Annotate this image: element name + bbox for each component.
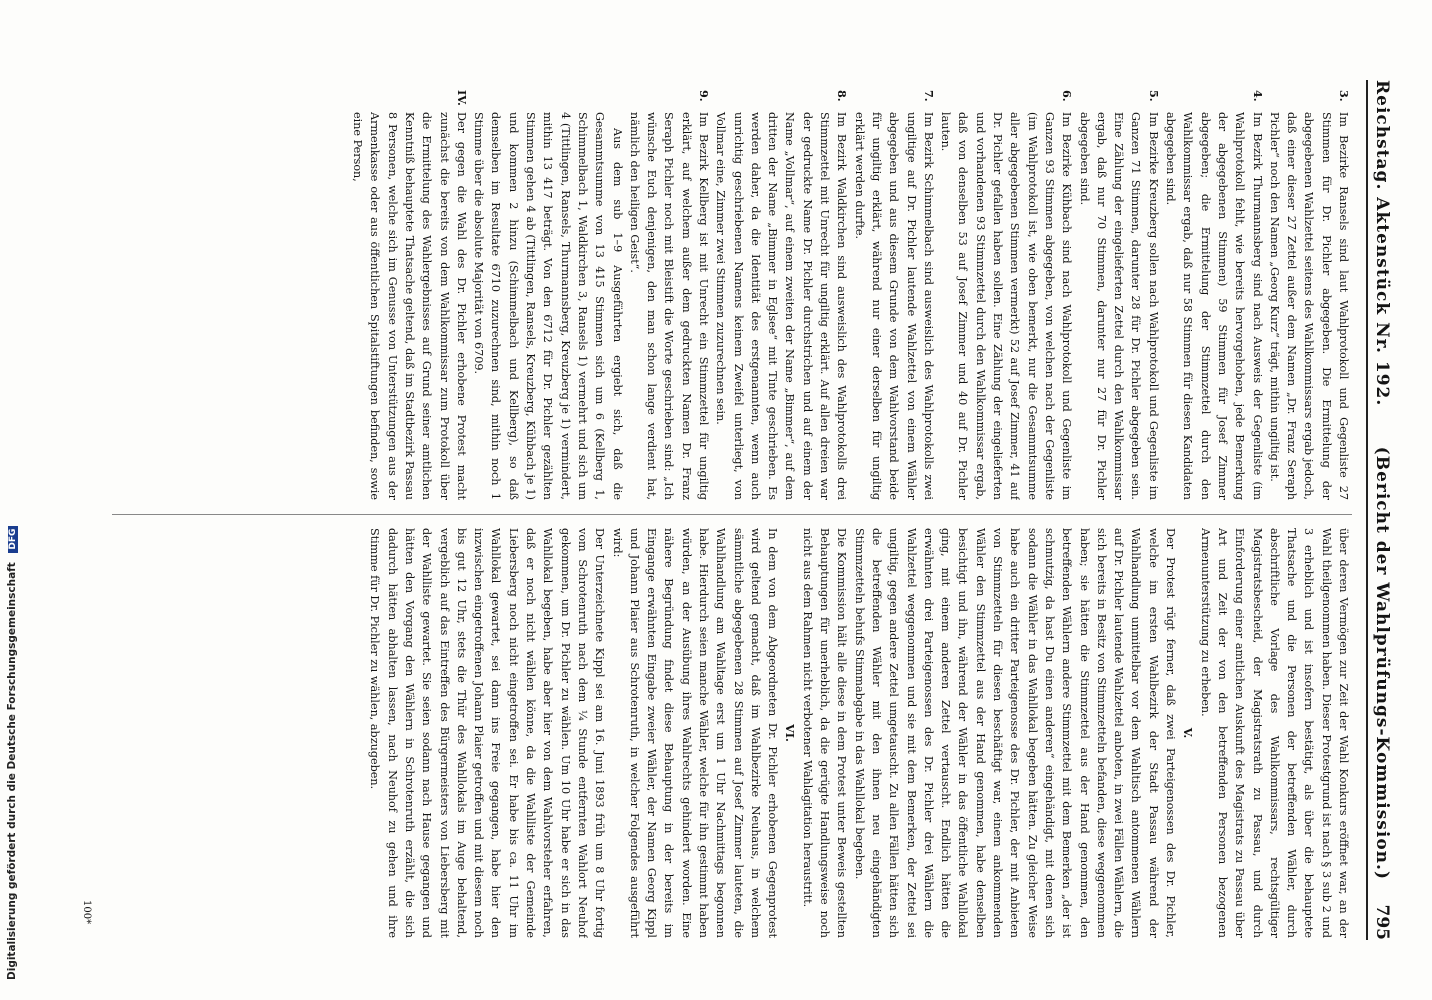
left-paragraph (1075, 90, 1161, 500)
right-paragraph: Der Unterzeichnete Kippl sei am 16. Juni 1893 früh um 8 Uhr fortig vom Schrotenruth nach dem ¼ Stunde entfernten Wahlort Neuhof gekommen, um Dr. Pichler zu wählen. Um 10 Uhr habe er sich in das Wahllokal begeben, habe aber hier von dem Wahlvorsteher erfahren, daß er noch nicht wählen könne, da die Wahlliste der Gemeinde Liebersberg noch nicht eingetroffen sei. Er habe bis ca. 11 Uhr im Wahllokal gewartet, sei dann ins Freie gegangen, habe hier den inzwischen eingetroffenen Johann Plaier getroffen und mit diesem noch bis gut 12 Uhr, stets die Thür des Wahllokals im Auge behaltend, vergeblich auf das Eintreffen des Bürgermeisters von Liebersberg mit der Wahlliste gewartet. Sie seien sodann nach Hause gegangen und hätten den Vorgang den Wählern in Schrotenruth erzählt, die sich dadurch hätten abhalten lassen, nach Neuhof zu gehen und ihre Stimme für Dr. Pichler zu wählen, abzugeben. (368, 528, 607, 938)
header-right-title: (Bericht der Wahlprüfungs-Kommission.) (1372, 446, 1392, 880)
column-divider (112, 514, 1352, 515)
paragraph-number: 4. (1250, 90, 1265, 102)
left-paragraph (1162, 90, 1266, 500)
paragraph-text: Der gegen die Wahl des Dr. Pichler erhobene Protest macht zunächst die bereits von dem Wahlkommissar zum Protokoll über die Ermittelung des Wahlergebnisses auf Grund seiner amtlichen Kenntniß behauptete Thatsache geltend, daß im Stadtbezirk Passau 8 Personen, welche sich im Genusse von Unterstützungen aus der Armenkasse oder aus öffentlichen Spitalstiftungen befinden, sowie eine Person, (351, 112, 468, 500)
paragraph-number: 3. (1337, 90, 1351, 102)
page-number: 795 (1372, 904, 1392, 940)
left-paragraph (626, 90, 712, 500)
section-heading: V. (1181, 727, 1196, 739)
paragraph-number: 9. (697, 90, 712, 102)
right-paragraph: Die Kommission hält alle diese in dem Protest unter Beweis gestellten Behauptungen für unerheblich, da die gerügte Handlungsweise noch nicht aus dem Rahmen nicht verbotener Wahlagitation heraustritt. (800, 528, 849, 938)
paragraph-text: Aus dem sub 1–9 Ausgeführten ergiebt sich, daß die Gesammtsumme von 13 415 Stimmen sich um 6 (Kellberg 1, Schimmelbach 1, Waldkirchen 3, Ransels 1) vermehrt und sich um 4 (Tittlingen, Ransels, Thurmannsberg, Kreuzberg je 1) vermindert, mithin 13 417 beträgt. Von den 6712 für Dr. Pichler gezählten Stimmen gehen 4 ab (Tittlingen, Ransels, Kreuzberg, Kühbach je 1) und kommen 2 hinzu (Schimmelbach und Kellberg), so daß demselben im Resultate 6710 zuzurechnen sind, mithin noch 1 Stimme über die absolute Majorität von 6709. (472, 112, 624, 500)
digitization-note-text: Digitalisierung gefördert durch die Deutsche Forschungsgemeinschaft (6, 562, 18, 980)
header-rule (1366, 80, 1368, 940)
left-paragraph (349, 90, 470, 500)
right-paragraph: Der Protest rügt ferner, daß zwei Parteigenossen des Dr. Pichler, welche im ersten Wahlbezirk der Stadt Passau während der Wahlhandlung unmittelbar vor dem Wahltisch antommenen Wählern auf Dr. Pichler lautende Wahlzettel anboten, in zwei Fällen Wählern, die sich bereits in Besitz von Stimmzetteln befanden, diese weggenommen haben; sie hätten die Stimmzettel aus der Hand genommen, den betreffenden Wählern andere Stimmzettel mit dem Bemerken „der ist schmutzig, da hast Du einen anderen“ eingehändigt, mit denen sich sodann die Wähler in das Wahllokal begeben hätten. Zu gleicher Weise habe auch ein dritter Parteigenosse des Dr. Pichler, der mit Anbieten von Stimmzetteln für diesen beschäftigt war, einem ankommenden Wähler den Stimmzettel aus der Hand genommen, habe denselben besichtigt und ihn, während der Wähler in das öffentliche Wahllokal ging, mit einem anderen Zettel vertauscht. Endlich hätten die erwähnten drei Parteigenossen des Dr. Pichler drei Wählern die Wahlzettel weggenommen und sie mit dem Bemerken, der Zettel sei ungiltig, gegen andere Zettel umgetauscht. Zu allen Fällen hätten sich die betreffenden Wähler mit den ihnen neu eingehändigten Stimmzetteln behufs Stimmabgabe in das Wahllokal begeben. (852, 528, 1178, 938)
right-paragraph: über deren Vermögen zur Zeit der Wahl Konkurs eröffnet war, an der Wahl theilgenommen haben. Dieser Protestgrund ist nach § 3 sub 2 und 3 erheblich und ist insofern bestätigt, als über die behauptete Thatsache und die Personen der betreffenden Wähler, durch abschriftliche Vorlage des Wahlkommissars, rechtsgültiger Magistratsbescheid, der Magistratsrath zu Passau, und durch Einforderung einer amtlichen Auskunft des Magistrats zu Passau über Art und Zeit der von den betreffenden Personen bezogenen Armenunterstützung zu erheben. (1198, 528, 1350, 938)
right-column (112, 528, 1352, 938)
paragraph-text: Im Bezirk Waldkirchen sind ausweislich des Wahlprotokolls drei Stimmzettel mit Unrecht für ungiltig erklärt. Auf allen dreien war der gedruckte Name Dr. Pichler durchstrichen und auf einem der Name „Vollmar“, auf einem zweiten der Name „Bimmer“, auf dem dritten der Name „Bimmer in Eglsee“ mit Tinte geschrieben. Es werden daher, da die Identität des erstgenannten, wenn auch unrichtig geschriebenen Namens keinem Zweifel unterliegt, von Vollmar eine, Zimmer zwei Stimmen zuzurechnen sein. (714, 112, 849, 500)
left-paragraph (712, 90, 850, 500)
left-paragraph (1266, 90, 1352, 500)
paragraph-text: Im Bezirk Thurmannsberg sind nach Ausweis der Gegenliste (im Wahlprotokoll fehlt, wie bereits hervorgehoben, jede Bemerkung der abgegebenen Stimmen) 59 Stimmen für Josef Zimmer abgegeben; die Ermittelung der Stimmzettel durch den Wahlkommissar ergab, daß nur 58 Stimmen für diesen Kandidaten abgegeben sind. (1164, 112, 1264, 500)
paragraph-number: IV. (454, 90, 469, 106)
paragraph-number: 8. (835, 90, 850, 102)
left-paragraph (470, 90, 626, 500)
paragraph-text: Im Bezirke Ransels sind laut Wahlprotokoll und Gegenliste 27 Stimmen für Dr. Pichler abgegeben. Die Ermittelung der abgegebenen Wahlzettel seitens des Wahlkommissars ergab jedoch, daß einer dieser 27 Zettel außer dem Namen „Dr. Franz Seraph Pichler“ noch den Namen „Georg Kurz“ trägt, mithin ungiltig ist. (1267, 112, 1350, 500)
paragraph-number: 7. (921, 90, 936, 102)
paragraph-text: Im Bezirk Kellberg ist mit Unrecht ein Stimmzettel für ungiltig erklärt, auf welchem außer dem gedruckten Namen Dr. Franz Seraph Pichler noch mit Bleistift die Worte geschrieben sind: „Ich wünsche Euch denjenigen, den man schon lange verdient hat, nämlich den heiligen Geist“. (627, 112, 711, 500)
paragraph-number: 6. (1060, 90, 1075, 102)
left-paragraph (937, 90, 1075, 500)
left-paragraph (850, 90, 936, 500)
paragraph-text: Im Bezirk Schimmelbach sind ausweislich des Wahlprotokolls zwei ungiltige auf Dr. Pichler lautende Wahlzettel von einem Wähler abgegeben und aus diesem Grunde von dem Wahlvorstand beide für ungiltig erklärt, während nur einer derselben für ungiltig erklärt werden durfte. (852, 112, 935, 500)
paragraph-text: Im Bezirke Kühbach sind nach Wahlprotokoll und Gegenliste im Ganzen 93 Stimmen abgegeben, von welchen nach der Gegenliste (im Wahlprotokoll ist, wie oben bemerkt, nur die Gesammtsumme aller abgegebenen Stimmen vermerkt) 52 auf Josef Zimmer, 41 auf Dr. Pichler gefallen haben sollen. Eine Zählung der eingelieferten und vorhandenen 93 Stimmzettel durch den Wahlkommissar ergab, daß von denselben 53 auf Josef Zimmer und 40 auf Dr. Pichler lauten. (939, 112, 1074, 500)
page-header (1366, 80, 1396, 940)
page-signature-mark: 100* (81, 900, 92, 925)
digitization-note (6, 0, 20, 1000)
dfg-logo: DFG (8, 526, 18, 553)
header-left-title: Reichstag. Aktenstück Nr. 192. (1372, 80, 1392, 407)
paragraph-number: 5. (1146, 90, 1161, 102)
left-column (112, 90, 1352, 500)
paragraph-text: Im Bezirke Kreuzberg sollen nach Wahlprotokoll und Gegenliste im Ganzen 71 Stimmen, darunter 28 für Dr. Pichler abgegeben sein. Eine Zählung der eingelieferten Zettel durch den Wahlkommissar ergab, daß nur 70 Stimmen, darunter nur 27 für Dr. Pichler abgegeben sind. (1077, 112, 1160, 500)
right-paragraph: In dem von dem Abgeordneten Dr. Pichler erhobenen Gegenprotest wird geltend gemacht, daß im Wahlbezirke Neuhaus, in welchem sämmtliche abgegebenen 28 Stimmen auf Josef Zimmer lauteten, die Wahlhandlung am Wahltage erst um 1 Uhr Nachmittags begonnen habe. Hierdurch seien manche Wähler, welche für ihn gestimmt haben würden, an der Ausübung ihres Wahlrechts gehindert worden. Eine nähere Begründung findet diese Behauptung in der bereits im Eingange erwähnten Eingabe zweier Wähler, der Namen Georg Kippl und Johann Plaier aus Schrotenruth, in welcher Folgendes ausgeführt wird: (610, 528, 780, 938)
section-heading: VI. (783, 724, 798, 742)
